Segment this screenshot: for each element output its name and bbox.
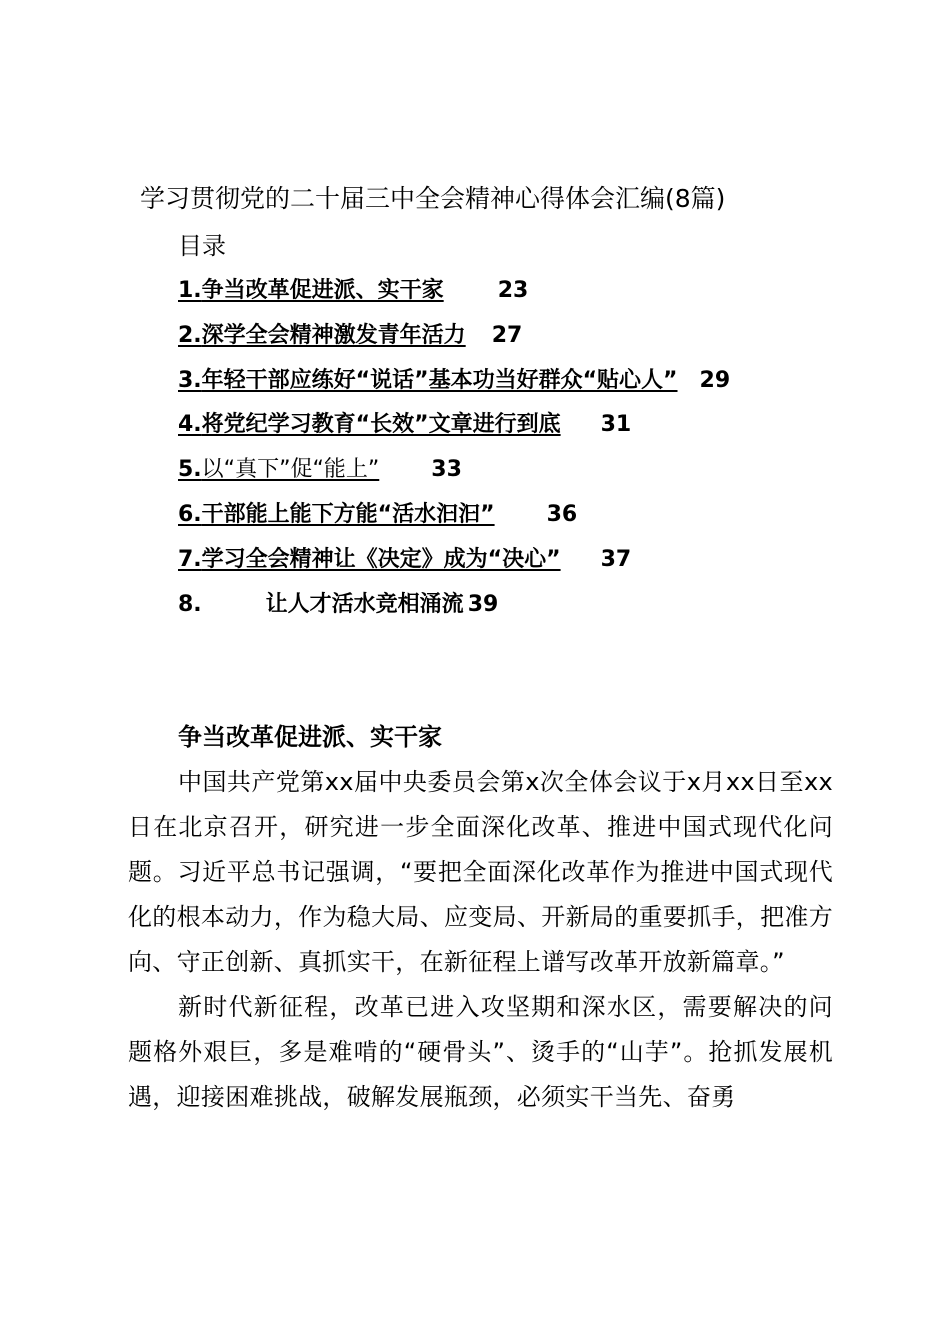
toc-page-number: 33: [431, 457, 462, 483]
toc-page-number: 39: [467, 591, 499, 617]
toc-number: 6.: [178, 501, 202, 527]
toc-link[interactable]: [178, 547, 631, 572]
toc-page-number: 37: [600, 546, 632, 572]
toc-text: 争当改革促进派、实干家: [201, 278, 444, 303]
toc-label: 目录: [178, 232, 226, 260]
toc-link[interactable]: [178, 457, 462, 482]
toc-item-3[interactable]: [178, 362, 730, 407]
toc-item-4[interactable]: [178, 406, 730, 451]
toc-number: 2.: [178, 322, 202, 348]
toc-number: 7.: [178, 546, 202, 572]
toc-link[interactable]: [178, 278, 528, 303]
toc-text: 深学全会精神激发青年活力: [201, 322, 466, 348]
toc-page-number: 36: [546, 501, 578, 527]
body-text: [128, 760, 833, 1120]
toc-link[interactable]: [178, 502, 577, 527]
toc-page-number: 27: [491, 322, 523, 348]
toc-item-1[interactable]: [178, 272, 730, 317]
toc-number: 5.: [178, 457, 202, 483]
section-heading: 争当改革促进派、实干家: [178, 723, 442, 751]
toc-number: 8.: [178, 591, 202, 617]
toc-text: 以“真下”促“能上”: [201, 457, 380, 483]
toc-link[interactable]: [178, 323, 522, 348]
toc-item-5[interactable]: [178, 451, 730, 496]
toc-text: 让人才活水竞相涌流: [265, 591, 464, 617]
toc-text: 将党纪学习教育“长效”文章进行到底: [201, 412, 561, 438]
toc-item-7[interactable]: [178, 541, 730, 586]
toc-item-8[interactable]: [178, 586, 730, 631]
toc-page-number: 31: [600, 412, 632, 438]
toc-text: 年轻干部应练好“说话”基本功当好群众“贴心人”: [201, 367, 678, 393]
toc-number: 3.: [178, 367, 202, 393]
table-of-contents: [178, 272, 730, 630]
toc-text: 学习全会精神让《决定》成为“决心”: [201, 546, 561, 572]
toc-number: 1.: [178, 278, 202, 303]
toc-page-number: 29: [699, 367, 731, 393]
toc-item-6[interactable]: [178, 496, 730, 541]
toc-link[interactable]: [178, 412, 631, 437]
toc-text: 干部能上能下方能“活水汩汩”: [201, 501, 495, 527]
toc-link[interactable]: [178, 368, 730, 393]
toc-link[interactable]: [178, 592, 498, 617]
paragraph: 中国共产党第xx届中央委员会第x次全体会议于x月xx日至xx日在北京召开，研究进一步全面深化改革、推进中国式现代化问题。习近平总书记强调，“要把全面深化改革作为推进中国式现代化的根本动力，作为稳大局、应变局、开新局的重要抓手，把准方向、守正创新、真抓实干，在新征程上谱写改革开放新篇章。”: [128, 768, 833, 976]
toc-number: 4.: [178, 412, 202, 438]
toc-page-number: 23: [497, 278, 529, 303]
toc-item-2[interactable]: [178, 317, 730, 362]
document-title: 学习贯彻党的二十届三中全会精神心得体会汇编(8篇): [140, 184, 726, 213]
paragraph: 新时代新征程，改革已进入攻坚期和深水区，需要解决的问题格外艰巨，多是难啃的“硬骨头”、烫手的“山芋”。抢抓发展机遇，迎接困难挑战，破解发展瓶颈，必须实干当先、奋勇: [128, 993, 833, 1111]
